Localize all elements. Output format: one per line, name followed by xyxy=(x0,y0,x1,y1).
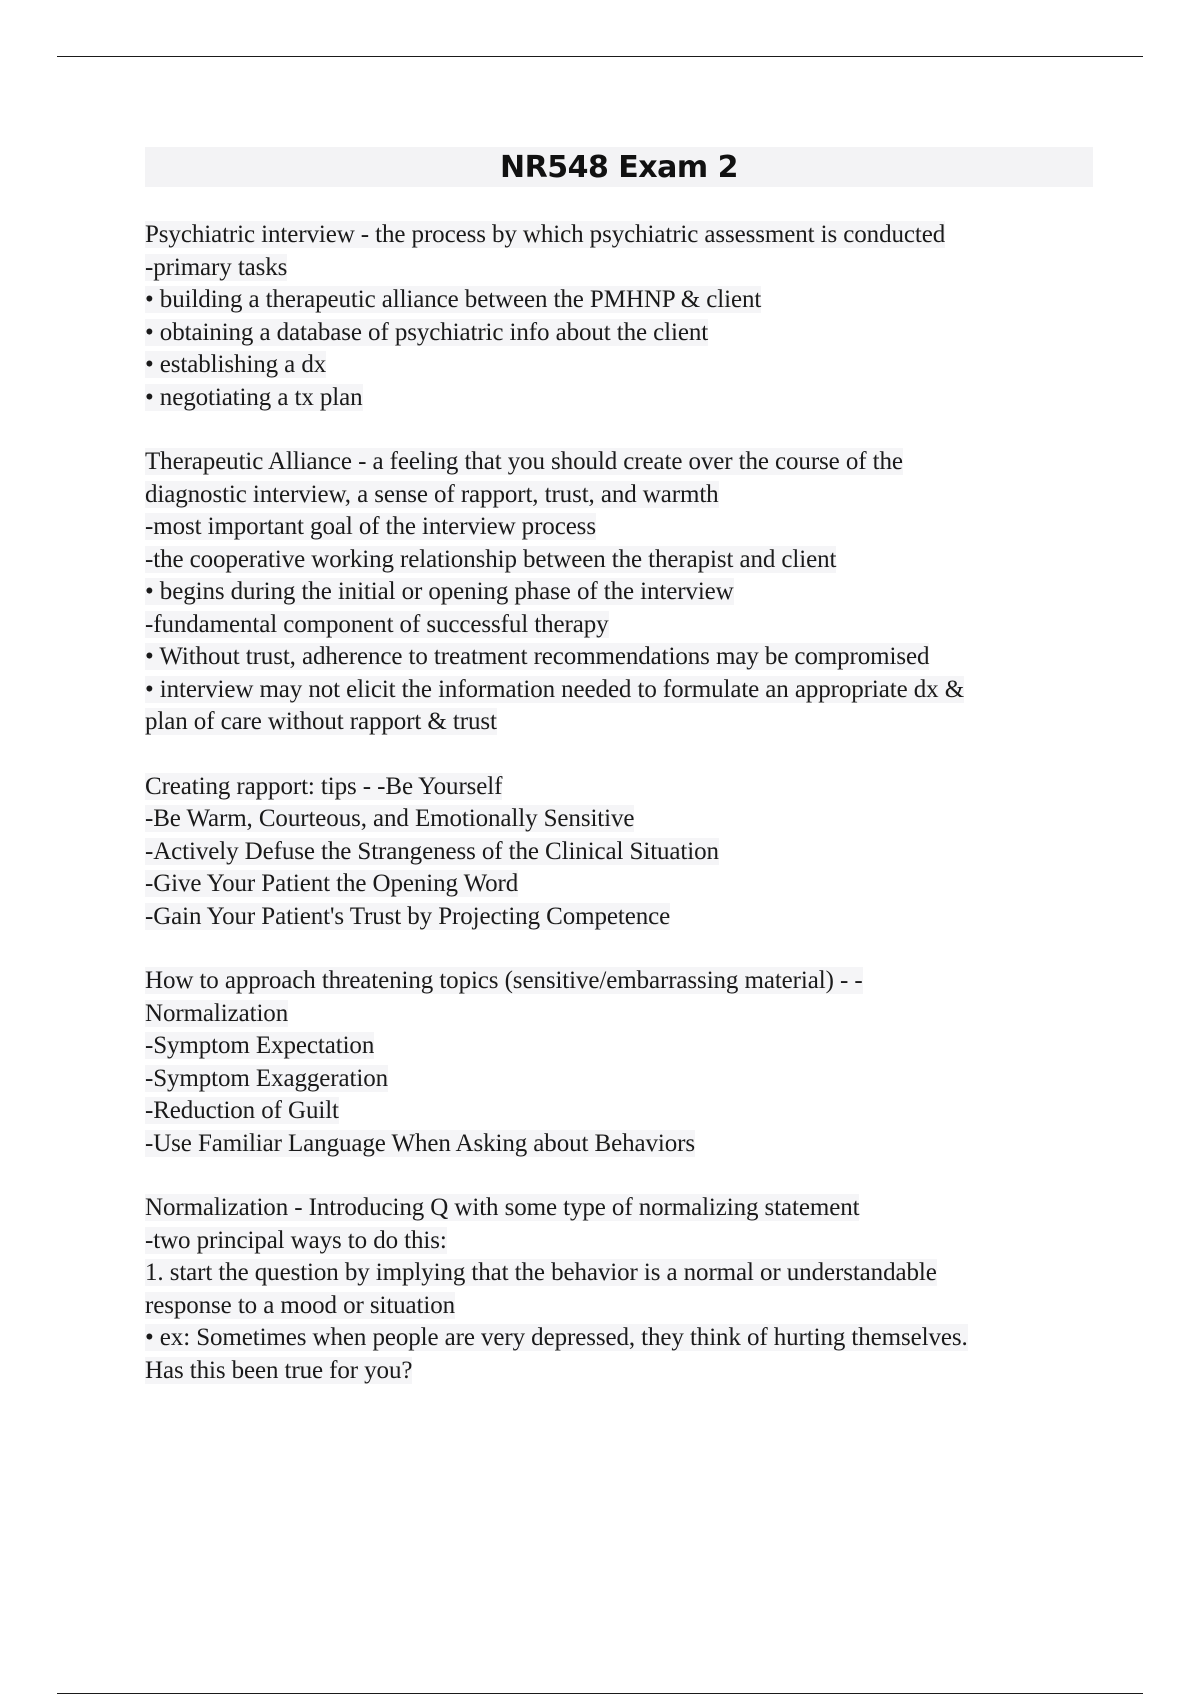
text-line: Normalization - Introducing Q with some type of normalizing statement xyxy=(145,1194,860,1221)
section-normalization xyxy=(145,1192,1093,1387)
text-line: • Without trust, adherence to treatment recommendations may be compromised xyxy=(145,643,930,670)
text-line: plan of care without rapport & trust xyxy=(145,708,497,735)
text-line: -Give Your Patient the Opening Word xyxy=(145,870,519,897)
section-threatening-topics xyxy=(145,965,1093,1160)
text-line: • ex: Sometimes when people are very depressed, they think of hurting themselves. xyxy=(145,1324,968,1351)
text-line: -Use Familiar Language When Asking about Behaviors xyxy=(145,1129,695,1157)
text-line: diagnostic interview, a sense of rapport, trust, and warmth xyxy=(145,480,719,508)
text-line: -Be Warm, Courteous, and Emotionally Sensitive xyxy=(145,805,635,832)
text-line: How to approach threatening topics (sensitive/embarrassing material) - - xyxy=(145,967,863,994)
text-line: -two principal ways to do this: xyxy=(145,1226,447,1254)
text-line: • interview may not elicit the information needed to formulate an appropriate dx & xyxy=(145,675,965,703)
document-title: NR548 Exam 2 xyxy=(500,149,738,185)
top-rule xyxy=(57,56,1143,57)
text-line: • begins during the initial or opening phase of the interview xyxy=(145,578,734,605)
text-line: -the cooperative working relationship between the therapist and client xyxy=(145,545,837,573)
section-creating-rapport xyxy=(145,771,1093,934)
text-line: -Symptom Exaggeration xyxy=(145,1064,388,1092)
text-line: -Reduction of Guilt xyxy=(145,1097,339,1124)
text-line: Psychiatric interview - the process by which psychiatric assessment is conducted xyxy=(145,221,946,248)
text-line: -primary tasks xyxy=(145,253,288,281)
title-band xyxy=(145,147,1093,187)
text-line: -most important goal of the interview process xyxy=(145,513,596,540)
text-line: • establishing a dx xyxy=(145,351,327,378)
text-line: Creating rapport: tips - -Be Yourself xyxy=(145,772,503,800)
text-line: Has this been true for you? xyxy=(145,1356,413,1384)
text-line: • building a therapeutic alliance between the PMHNP & client xyxy=(145,286,762,313)
text-line: response to a mood or situation xyxy=(145,1291,456,1319)
text-line: -Gain Your Patient's Trust by Projecting Competence xyxy=(145,902,671,930)
text-line: Therapeutic Alliance - a feeling that you should create over the course of the xyxy=(145,448,903,475)
text-line: -Actively Defuse the Strangeness of the Clinical Situation xyxy=(145,837,719,865)
document-body xyxy=(145,219,1093,1419)
text-line: -fundamental component of successful therapy xyxy=(145,610,609,638)
section-psychiatric-interview xyxy=(145,219,1093,414)
text-line: Normalization xyxy=(145,999,289,1027)
section-therapeutic-alliance xyxy=(145,446,1093,739)
text-line: • obtaining a database of psychiatric info about the client xyxy=(145,318,709,346)
bottom-rule xyxy=(57,1693,1143,1694)
text-line: -Symptom Expectation xyxy=(145,1032,375,1059)
text-line: 1. start the question by implying that the behavior is a normal or understandable xyxy=(145,1259,937,1286)
text-line: • negotiating a tx plan xyxy=(145,383,363,411)
